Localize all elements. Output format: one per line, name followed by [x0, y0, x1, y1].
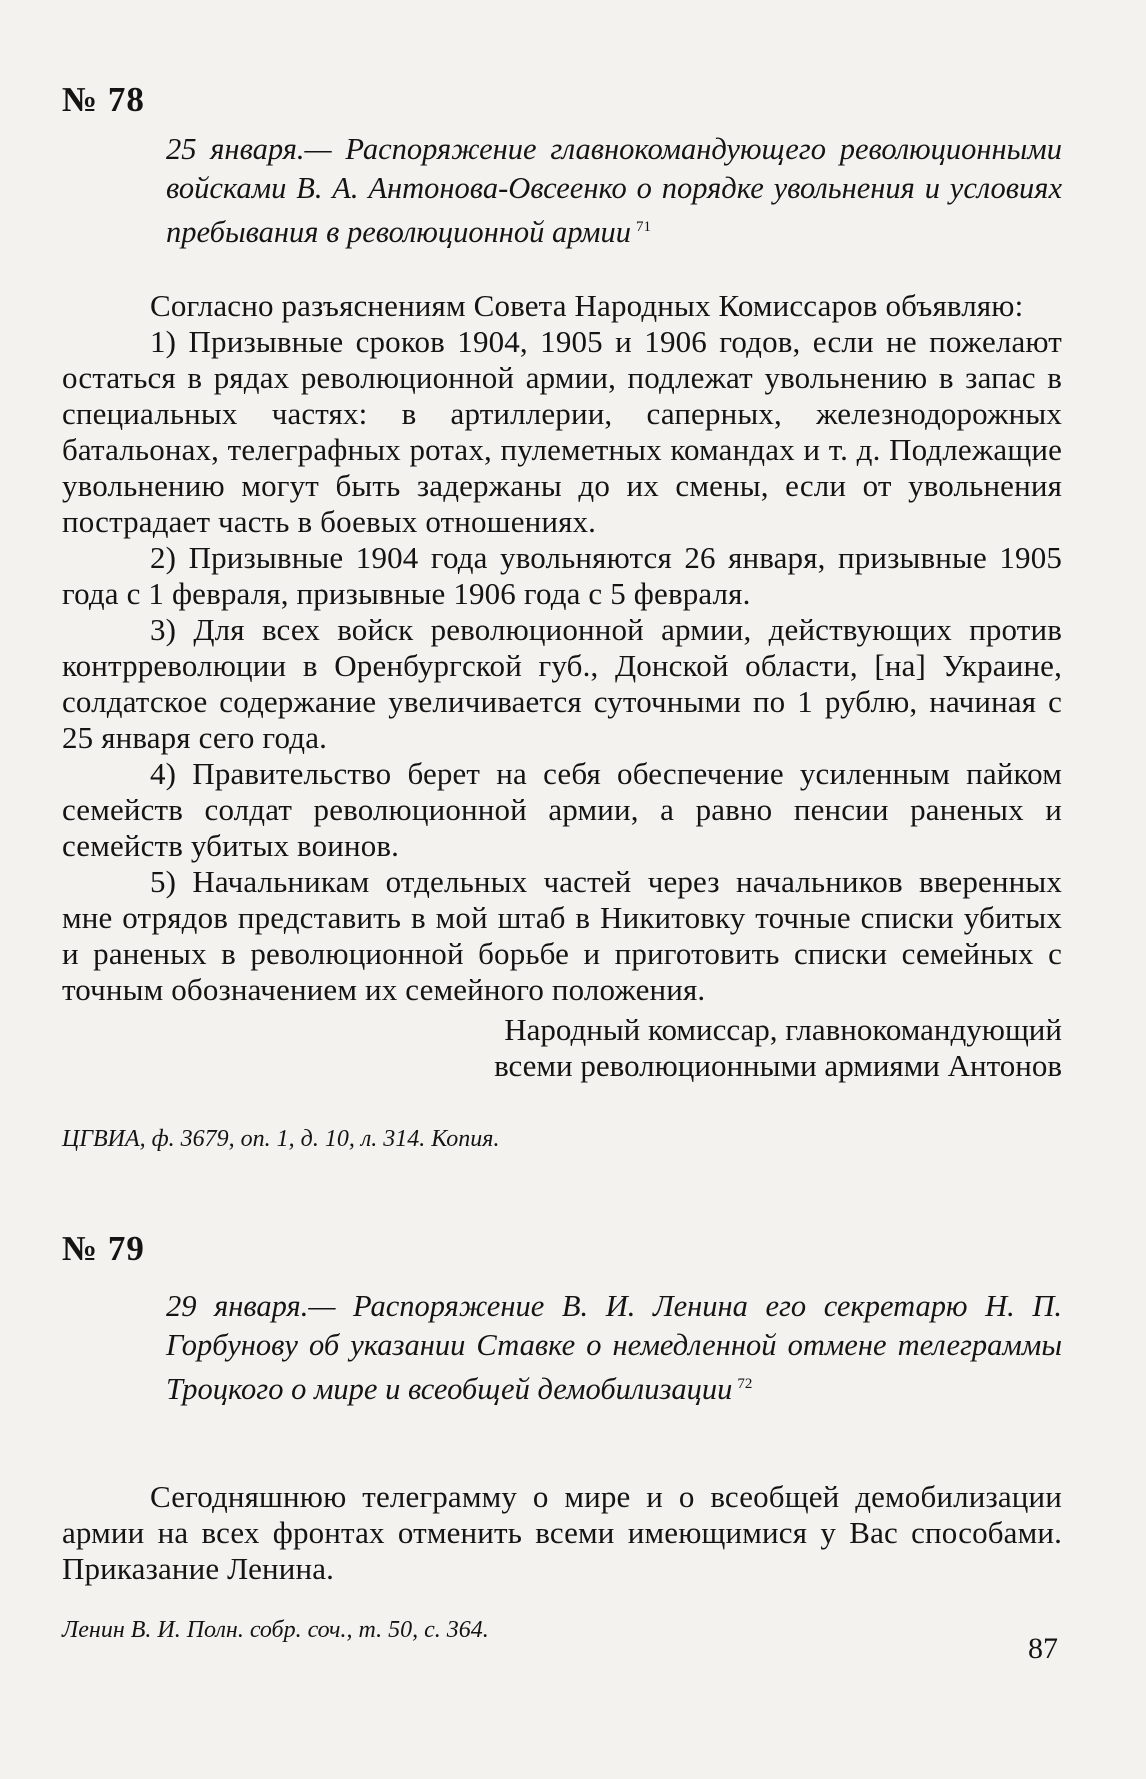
signature-line: Народный комиссар, главнокомандующий	[504, 1012, 1062, 1048]
archive-source: ЦГВИА, ф. 3679, оп. 1, д. 10, л. 314. Копия.	[62, 1126, 500, 1153]
item-paragraph: 5) Начальникам отдельных частей через начальников вверенных мне отрядов представить в мой штаб в Никитовку точные списки убитых и раненых в революционной борьбе и приготовить списки семейных с точным обозначением их семейного положения.	[62, 864, 1062, 1008]
signature-block	[62, 1012, 1062, 1084]
document-79	[62, 1229, 1062, 1645]
page-number: 87	[1028, 1632, 1058, 1665]
document-heading	[166, 130, 1062, 252]
document-number: № 78	[62, 80, 145, 119]
heading-text: 25 января.— Распоряжение главнокомандующего революционными войсками В. А. Антонова-Овсеенко о порядке увольнения и условиях пребывания в революционной армии	[166, 132, 1062, 250]
document-number: № 79	[62, 1229, 145, 1269]
document-78	[62, 80, 1062, 1154]
item-paragraph: 2) Призывные 1904 года увольняются 26 января, призывные 1905 года с 1 февраля, призывные 1906 года с 5 февраля.	[62, 540, 1062, 612]
signature-line: всеми революционными армиями Антонов	[494, 1048, 1062, 1084]
heading-text: 29 января.— Распоряжение В. И. Ленина его секретарю Н. П. Горбунову об указании Ставке о немедленной отмене телеграммы Троцкого о мире и всеобщей демобилизации	[166, 1289, 1062, 1407]
order-paragraph: Сегодняшнюю телеграмму о мире и о всеобщей демобилизации армии на всех фронтах отменить всеми имеющимися у Вас способами. Приказание Ленина.	[62, 1479, 1062, 1587]
footnote-ref: 72	[737, 1376, 753, 1393]
item-paragraph: 1) Призывные сроков 1904, 1905 и 1906 годов, если не пожелают остаться в рядах революционной армии, подлежат увольнению в запас в специальных частях: в артиллерии, саперных, железнодорожных батальонах, телеграфных ротах, пулеметных командах и т. д. Подлежащие увольнению могут быть задержаны до их смены, если от увольнения пострадает часть в боевых отношениях.	[62, 324, 1062, 540]
publication-source: Ленин В. И. Полн. собр. соч., т. 50, с. 364.	[62, 1617, 489, 1644]
item-paragraph: 4) Правительство берет на себя обеспечение усиленным пайком семейств солдат революционной армии, а равно пенсии раненых и семейств убитых воинов.	[62, 756, 1062, 864]
document-heading	[166, 1287, 1062, 1409]
page-content	[62, 80, 1062, 1645]
footnote-ref: 71	[635, 219, 651, 235]
intro-paragraph: Согласно разъяснениям Совета Народных Комиссаров объявляю:	[150, 288, 1024, 324]
item-paragraph: 3) Для всех войск революционной армии, действующих против контрреволюции в Оренбургской губ., Донской области, [на] Украине, солдатское содержание увеличивается суточными по 1 рублю, начиная с 25 января сего года.	[62, 612, 1062, 756]
